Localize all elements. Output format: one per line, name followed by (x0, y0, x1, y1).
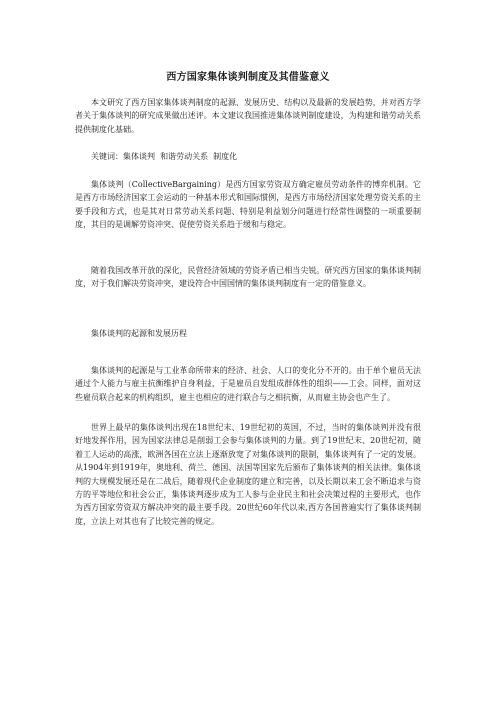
keywords-line: 关键词：集体谈判 和谐劳动关系 制度化 (91, 152, 238, 161)
intro-paragraph-2: 随着我国改革开放的深化，民营经济领域的劳资矛盾已相当尖锐。研究西方国家的集体谈判制度，对于我们解决劳资冲突，建设符合中国国情的集体谈判制度有一定的借鉴意义。 (75, 266, 421, 289)
document-title: 西方国家集体谈判制度及其借鉴意义 (166, 72, 330, 83)
abstract-paragraph: 本文研究了西方国家集体谈判制度的起源、发展历史、结构以及最新的发展趋势，并对西方学者关于集体谈判的研究成果做出述评。本文建议我国推进集体谈判制度建设，为构建和谐劳动关系提供制度化基础。 (75, 98, 421, 134)
section-paragraph-1: 集体谈判的起源是与工业革命所带来的经济、社会、人口的变化分不开的。由于单个雇员无法通过个人能力与雇主抗衡维护自身利益，于是雇员自发组成群体性的组织——工会。同样，面对这些雇员联合起来的机构组织，雇主也相应的进行联合与之相抗衡，从而雇主协会也产生了。 (75, 366, 421, 402)
section-heading: 集体谈判的起源和发展历程 (91, 329, 187, 338)
intro-paragraph-1: 集体谈判（CollectiveBargaining）是西方国家劳资双方确定雇员劳动条件的博弈机制。它是西方市场经济国家工会运动的一种基本形式和国际惯例，是西方市场经济国家处理劳资关系的主要手段和方式，也是其对日常劳动关系问题、特别是利益划分问题进行经常性调整的一项重要制度，其目的是调解劳资冲突、促使劳资关系趋于缓和与稳定。 (75, 180, 421, 230)
section-paragraph-2: 世界上最早的集体谈判出现在18世纪末、19世纪初的英国，不过，当时的集体谈判并没有很好地发挥作用，因为国家法律总是削弱工会参与集体谈判的力量。到了19世纪末、20世纪初，随着工人运动的高涨，欧洲各国在立法上逐渐放宽了对集体谈判的限制，集体谈判有了一定的发展。从1904年到1919年，奥地利、荷兰、德国、法国等国家先后颁布了集体谈判的相关法律。集体谈判的大规模发展还是在二战后，随着现代企业制度的建立和完善，以及长期以来工会不断追求与资方的平等地位和社会公正，集体谈判逐步成为工人参与企业民主和社会决策过程的主要形式，也作为西方国家劳资双方解决冲突的最主要手段。20世纪60年代以来,西方各国普遍实行了集体谈判制度，立法上对其也有了比较完善的规定。 (75, 423, 421, 526)
